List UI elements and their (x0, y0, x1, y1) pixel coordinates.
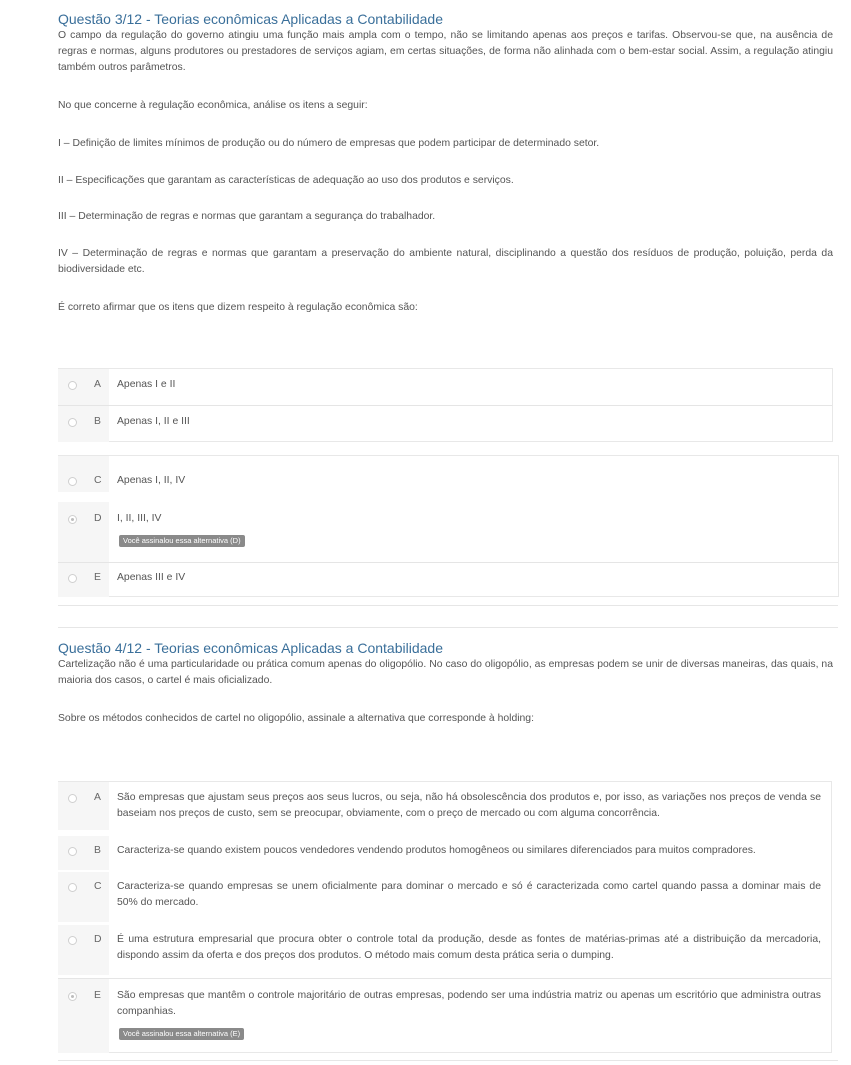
option-b[interactable] (58, 405, 832, 442)
option-text: Caracteriza-se quando empresas se unem oficialmente para dominar o mercado e só é caracterizada como cartel quando passa a dominar mais de 50% do mercado. (117, 881, 821, 908)
question-3-item-1: I – Definição de limites mínimos de produção ou do número de empresas que podem participar de determinado setor. (58, 138, 600, 149)
option-letter: E (94, 572, 101, 583)
question-3-options-group-1 (58, 368, 833, 442)
option-text: I, II, III, IV (117, 513, 162, 524)
option-d[interactable] (58, 925, 831, 975)
question-3-item-2: II – Especificações que garantam as características de adequação ao uso dos produtos e serviços. (58, 175, 514, 186)
question-3 (58, 11, 833, 76)
option-b[interactable] (58, 836, 831, 870)
divider (58, 1060, 838, 1061)
option-text: Apenas I e II (117, 379, 176, 390)
option-text: Caracteriza-se quando existem poucos vendedores vendendo produtos homogêneos ou similares diferenciados para muitos compradores. (117, 845, 756, 856)
option-text: Apenas I, II, IV (117, 475, 186, 486)
option-letter: D (94, 513, 102, 524)
radio-button[interactable] (68, 381, 77, 390)
radio-button-selected[interactable] (68, 515, 77, 524)
option-d[interactable] (58, 502, 838, 562)
option-a[interactable] (58, 782, 831, 830)
option-c[interactable] (58, 872, 831, 922)
option-text: São empresas que mantêm o controle majoritário de outras empresas, podendo ser uma indústria matriz ou apenas um escritório que administra outras companhias. (117, 990, 821, 1017)
option-text: São empresas que ajustam seus preços aos seus lucros, ou seja, não há obsolescência dos produtos e, por isso, as variações nos preços de venda se baseiam nos preços de custo, sem se preocupar, obviamente, com o preço de mercado ou com alguma concorrência. (117, 792, 821, 819)
option-letter: C (94, 475, 102, 486)
option-letter: D (94, 934, 102, 945)
question-4-title: Questão 4/12 - Teorias econômicas Aplicadas a Contabilidade (58, 640, 443, 656)
option-letter: E (94, 990, 101, 1001)
option-letter: A (94, 792, 101, 803)
option-e[interactable] (58, 978, 831, 1053)
radio-button[interactable] (68, 883, 77, 892)
option-text: Apenas I, II e III (117, 416, 190, 427)
question-3-item-3: III – Determinação de regras e normas que garantam a segurança do trabalhador. (58, 211, 436, 222)
question-3-title: Questão 3/12 - Teorias econômicas Aplicadas a Contabilidade (58, 11, 443, 27)
question-4-options (58, 781, 832, 1053)
option-text: É uma estrutura empresarial que procura obter o controle total da produção, desde as fontes de matérias-primas até a distribuição da mercadoria, dispondo assim da oferta e dos preços dos produtos. O método mais comum desta prática seria o dumping. (117, 934, 821, 961)
option-a[interactable] (58, 369, 832, 405)
question-4-intro: Cartelização não é uma particularidade ou prática comum apenas do oligopólio. No caso do oligopólio, as empresas podem se unir de diversas maneiras, das quais, na maioria dos casos, o cartel é mais oficializado. (58, 659, 833, 686)
divider (58, 627, 838, 628)
radio-button[interactable] (68, 477, 77, 486)
question-3-question: É correto afirmar que os itens que dizem respeito à regulação econômica são: (58, 302, 418, 313)
selected-answer-badge: Você assinalou essa alternativa (D) (119, 535, 245, 547)
question-3-options-group-2 (58, 455, 839, 597)
radio-button[interactable] (68, 936, 77, 945)
option-letter: B (94, 845, 101, 856)
divider (58, 605, 838, 606)
radio-button[interactable] (68, 574, 77, 583)
selected-answer-badge: Você assinalou essa alternativa (E) (119, 1028, 244, 1040)
option-c[interactable] (58, 456, 838, 492)
question-3-item-4: IV – Determinação de regras e normas que garantam a preservação do ambiente natural, disciplinando a questão dos resíduos de produção, poluição, perda da biodiversidade etc. (58, 248, 833, 275)
question-4-question: Sobre os métodos conhecidos de cartel no oligopólio, assinale a alternativa que corresponde à holding: (58, 713, 534, 724)
option-letter: C (94, 881, 102, 892)
radio-button[interactable] (68, 418, 77, 427)
option-e[interactable] (58, 562, 838, 597)
radio-button-selected[interactable] (68, 992, 77, 1001)
option-letter: A (94, 379, 101, 390)
question-3-intro: O campo da regulação do governo atingiu uma função mais ampla com o tempo, não se limitando apenas aos preços e tarifas. Observou-se que, na ausência de regras e normas, alguns produtores ou prestadores de serviços agiam, em certas situações, de forma não alinhada com o bem-estar social. Assim, a regulação atingiu também outros parâmetros. (58, 30, 833, 73)
option-letter: B (94, 416, 101, 427)
radio-button[interactable] (68, 794, 77, 803)
radio-button[interactable] (68, 847, 77, 856)
question-4 (58, 640, 833, 689)
option-text: Apenas III e IV (117, 572, 186, 583)
question-3-prompt: No que concerne à regulação econômica, análise os itens a seguir: (58, 100, 368, 111)
